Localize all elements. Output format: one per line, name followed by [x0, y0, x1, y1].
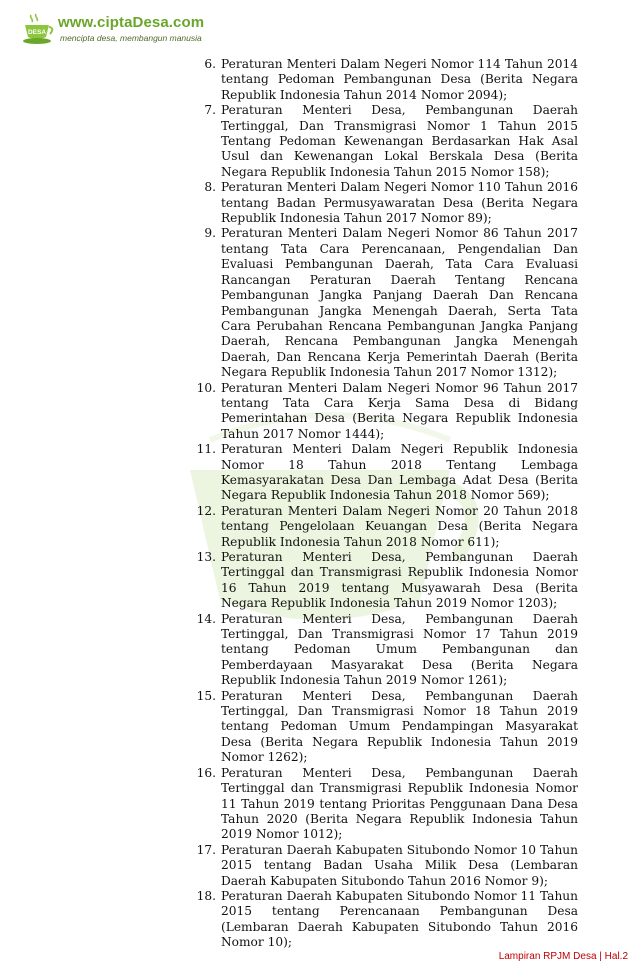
- item-number: 12.: [196, 503, 216, 518]
- regulation-item: [192, 381, 578, 443]
- regulation-item: [192, 843, 578, 889]
- item-text: Peraturan Menteri Dalam Negeri Nomor 114 Tahun 2014 tentang Pedoman Pembangunan Desa (Berita Negara Republik Indonesia Tahun 2014 Nomor 2094);: [221, 57, 578, 102]
- item-text: Peraturan Menteri Desa, Pembangunan Daerah Tertinggal dan Transmigrasi Republik Indonesia Nomor 16 Tahun 2019 tentang Musyawarah Desa (Berita Negara Republik Indonesia Tahun 2019 Nomor 1203);: [221, 550, 578, 611]
- item-number: 7.: [204, 103, 216, 118]
- item-number: 8.: [204, 180, 216, 195]
- regulation-item: [192, 442, 578, 504]
- item-text: Peraturan Menteri Dalam Negeri Nomor 20 Tahun 2018 tentang Pengelolaan Keuangan Desa (Berita Negara Republik Indonesia Tahun 2018 Nomor 611);: [221, 503, 578, 549]
- item-text: Peraturan Menteri Desa, Pembangunan Daerah Tertinggal, Dan Transmigrasi Nomor 17 Tahun 2019 tentang Pedoman Umum Pembangunan dan Pemberdayaan Masyarakat Desa (Berita Negara Republik Indonesia Tahun 2019 Nomor 1261);: [221, 611, 578, 688]
- regulation-item: [192, 689, 578, 766]
- item-number: 14.: [196, 611, 216, 626]
- item-number: 9.: [204, 226, 216, 241]
- regulation-item: [192, 889, 578, 951]
- regulation-item: [192, 180, 578, 226]
- site-tagline: mencipta desa, membangun manusia: [60, 33, 202, 43]
- regulation-item: [192, 612, 578, 689]
- item-text: Peraturan Menteri Dalam Negeri Nomor 86 Tahun 2017 tentang Tata Cara Perencanaan, Pengendalian Dan Evaluasi Pembangunan Daerah, Tata Cara Evaluasi Rancangan Peraturan Daerah Tentang Rencana Pembangunan Jangka Panjang Daerah Dan Rencana Pembangunan Jangka Menengah Daerah, Serta Tata Cara Perubahan Rencana Pembangunan Jangka Panjang Daerah, Rencana Pembangunan Jangka Menengah Daerah, Dan Rencana Kerja Pemerintah Daerah (Berita Negara Republik Indonesia Tahun 2017 Nomor 1312);: [221, 226, 578, 380]
- item-number: 11.: [196, 442, 216, 457]
- item-text: Peraturan Menteri Dalam Negeri Nomor 96 Tahun 2017 tentang Tata Cara Kerja Sama Desa di Bidang Pemerintahan Desa (Berita Negara Republik Indonesia Tahun 2017 Nomor 1444);: [221, 380, 578, 441]
- regulation-list: [192, 57, 578, 951]
- regulation-item: [192, 504, 578, 550]
- regulation-item: [192, 226, 578, 380]
- item-text: Peraturan Daerah Kabupaten Situbondo Nomor 10 Tahun 2015 tentang Badan Usaha Milik Desa (Lembaran Daerah Kabupaten Situbondo Tahun 2016 Nomor 9);: [221, 842, 578, 888]
- regulation-item: [192, 550, 578, 612]
- item-number: 15.: [196, 688, 216, 703]
- item-text: Peraturan Menteri Desa, Pembangunan Daerah Tertinggal dan Transmigrasi Republik Indonesia Nomor 11 Tahun 2019 tentang Prioritas Penggunaan Dana Desa Tahun 2020 (Berita Negara Republik Indonesia Tahun 2019 Nomor 1012);: [221, 765, 578, 842]
- item-number: 17.: [196, 842, 216, 857]
- item-number: 10.: [196, 380, 216, 395]
- teacup-logo-icon: [22, 12, 56, 46]
- regulation-item: [192, 103, 578, 180]
- regulation-item: [192, 57, 578, 103]
- item-number: 18.: [196, 888, 216, 903]
- item-text: Peraturan Menteri Desa, Pembangunan Daerah Tertinggal, Dan Transmigrasi Nomor 1 Tahun 2015 Tentang Pedoman Kewenangan Berdasarkan Hak Asal Usul dan Kewenangan Lokal Berskala Desa (Berita Negara Republik Indonesia Tahun 2015 Nomor 158);: [221, 103, 578, 179]
- regulation-list-container: [192, 57, 578, 951]
- site-url: www.ciptaDesa.com: [58, 14, 205, 31]
- site-logo: [22, 12, 205, 46]
- item-text: Peraturan Menteri Desa, Pembangunan Daerah Tertinggal, Dan Transmigrasi Nomor 18 Tahun 2019 tentang Pedoman Umum Pendampingan Masyarakat Desa (Berita Negara Republik Indonesia Tahun 2019 Nomor 1262);: [221, 688, 578, 765]
- logo-desa-text: DESA: [27, 29, 47, 36]
- item-number: 6.: [204, 57, 216, 71]
- item-text: Peraturan Menteri Dalam Negeri Nomor 110 Tahun 2016 tentang Badan Permusyawaratan Desa (Berita Negara Republik Indonesia Tahun 2017 Nomor 89);: [221, 180, 578, 226]
- item-text: Peraturan Menteri Dalam Negeri Republik Indonesia Nomor 18 Tahun 2018 Tentang Lembaga Kemasyarakatan Desa Dan Lembaga Adat Desa (Berita Negara Republik Indonesia Tahun 2018 Nomor 569);: [221, 442, 578, 503]
- item-number: 13.: [196, 550, 216, 564]
- page-footer: Lampiran RPJM Desa | Hal.2: [498, 951, 628, 962]
- regulation-item: [192, 766, 578, 843]
- item-number: 16.: [196, 765, 216, 780]
- item-text: Peraturan Daerah Kabupaten Situbondo Nomor 11 Tahun 2015 tentang Perencanaan Pembangunan Desa (Lembaran Daerah Kabupaten Situbondo Tahun 2016 Nomor 10);: [221, 888, 578, 950]
